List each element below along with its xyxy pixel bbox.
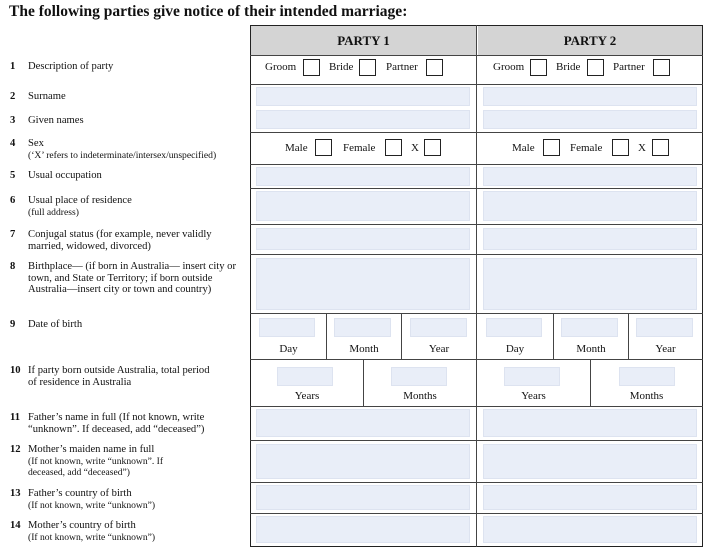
p1-bride-checkbox[interactable]: [359, 59, 376, 76]
p1-bride-label: Bride: [329, 61, 354, 73]
p1-day-caption: Day: [279, 343, 298, 355]
p1-occupation-field[interactable]: [256, 167, 470, 186]
p2-mother-country-field[interactable]: [483, 516, 697, 543]
p1-years-field[interactable]: [277, 367, 333, 386]
p2-female-label: Female: [570, 142, 603, 154]
row-divider: [250, 313, 703, 314]
p1-father-country-field[interactable]: [256, 485, 470, 510]
p2-mother-maiden-name-field[interactable]: [483, 444, 697, 479]
row-divider: [250, 440, 703, 441]
p1-year-field[interactable]: [410, 318, 467, 337]
p2-groom-checkbox[interactable]: [530, 59, 547, 76]
p2-year-field[interactable]: [636, 318, 693, 337]
p1-month-caption: Month: [349, 343, 379, 355]
row-divider: [250, 84, 703, 85]
p2-months-caption: Months: [629, 390, 664, 402]
p2-groom-label: Groom: [493, 61, 525, 73]
p1-partner-label: Partner: [386, 61, 418, 73]
p2-given-names-field[interactable]: [483, 110, 697, 129]
p2-x-checkbox[interactable]: [652, 139, 669, 156]
p1-months-caption: Months: [403, 390, 437, 402]
p2-male-label: Male: [512, 142, 535, 154]
p2-birthplace-field[interactable]: [483, 258, 697, 310]
p1-conjugal-status-field[interactable]: [256, 228, 470, 250]
row-divider: [250, 224, 703, 225]
p1-birthplace-field[interactable]: [256, 258, 470, 310]
p2-residence-field[interactable]: [483, 191, 697, 221]
p2-years-field[interactable]: [504, 367, 560, 386]
p2-years-caption: Years: [521, 390, 546, 402]
p1-given-names-field[interactable]: [256, 110, 470, 129]
p2-day-caption: Day: [505, 343, 525, 355]
p2-bride-label: Bride: [556, 61, 581, 73]
p2-month-caption: Month: [576, 343, 606, 355]
p2-month-field[interactable]: [561, 318, 618, 337]
p2-surname-field[interactable]: [483, 87, 697, 106]
row-divider: [250, 164, 703, 165]
p1-x-label: X: [411, 142, 419, 154]
p2-father-name-field[interactable]: [483, 409, 697, 437]
p1-years-caption: Years: [294, 390, 320, 402]
p2-father-country-field[interactable]: [483, 485, 697, 510]
p1-surname-field[interactable]: [256, 87, 470, 106]
row-divider: [250, 482, 703, 483]
p1-father-name-field[interactable]: [256, 409, 470, 437]
p2-partner-label: Partner: [613, 61, 645, 73]
p1-groom-label: Groom: [265, 61, 297, 73]
row-divider: [250, 513, 703, 514]
p1-male-label: Male: [285, 142, 308, 154]
row-divider: [250, 55, 703, 56]
party-divider: [476, 25, 477, 547]
p2-year-caption: Year: [655, 343, 676, 355]
p1-year-caption: Year: [428, 343, 450, 355]
p1-mother-maiden-name-field[interactable]: [256, 444, 470, 479]
p1-groom-checkbox[interactable]: [303, 59, 320, 76]
p2-partner-checkbox[interactable]: [653, 59, 670, 76]
p2-female-checkbox[interactable]: [612, 139, 629, 156]
p2-months-field[interactable]: [619, 367, 675, 386]
row-divider: [250, 254, 703, 255]
p1-months-field[interactable]: [391, 367, 447, 386]
party-2-header: PARTY 2: [478, 26, 702, 55]
p1-x-checkbox[interactable]: [424, 139, 441, 156]
p2-occupation-field[interactable]: [483, 167, 697, 186]
row-divider: [250, 132, 703, 133]
form-heading: The following parties give notice of their intended marriage:: [9, 3, 408, 20]
p2-bride-checkbox[interactable]: [587, 59, 604, 76]
row-divider: [250, 406, 703, 407]
p1-mother-country-field[interactable]: [256, 516, 470, 543]
p1-residence-field[interactable]: [256, 191, 470, 221]
row-divider: [250, 188, 703, 189]
p1-male-checkbox[interactable]: [315, 139, 332, 156]
p2-x-label: X: [638, 142, 646, 154]
p1-month-field[interactable]: [334, 318, 391, 337]
p1-female-label: Female: [343, 142, 376, 154]
p2-male-checkbox[interactable]: [543, 139, 560, 156]
p2-conjugal-status-field[interactable]: [483, 228, 697, 250]
p2-day-field[interactable]: [486, 318, 542, 337]
p1-partner-checkbox[interactable]: [426, 59, 443, 76]
party-1-header: PARTY 1: [251, 26, 476, 55]
row-divider: [250, 359, 703, 360]
p1-female-checkbox[interactable]: [385, 139, 402, 156]
p1-day-field[interactable]: [259, 318, 315, 337]
